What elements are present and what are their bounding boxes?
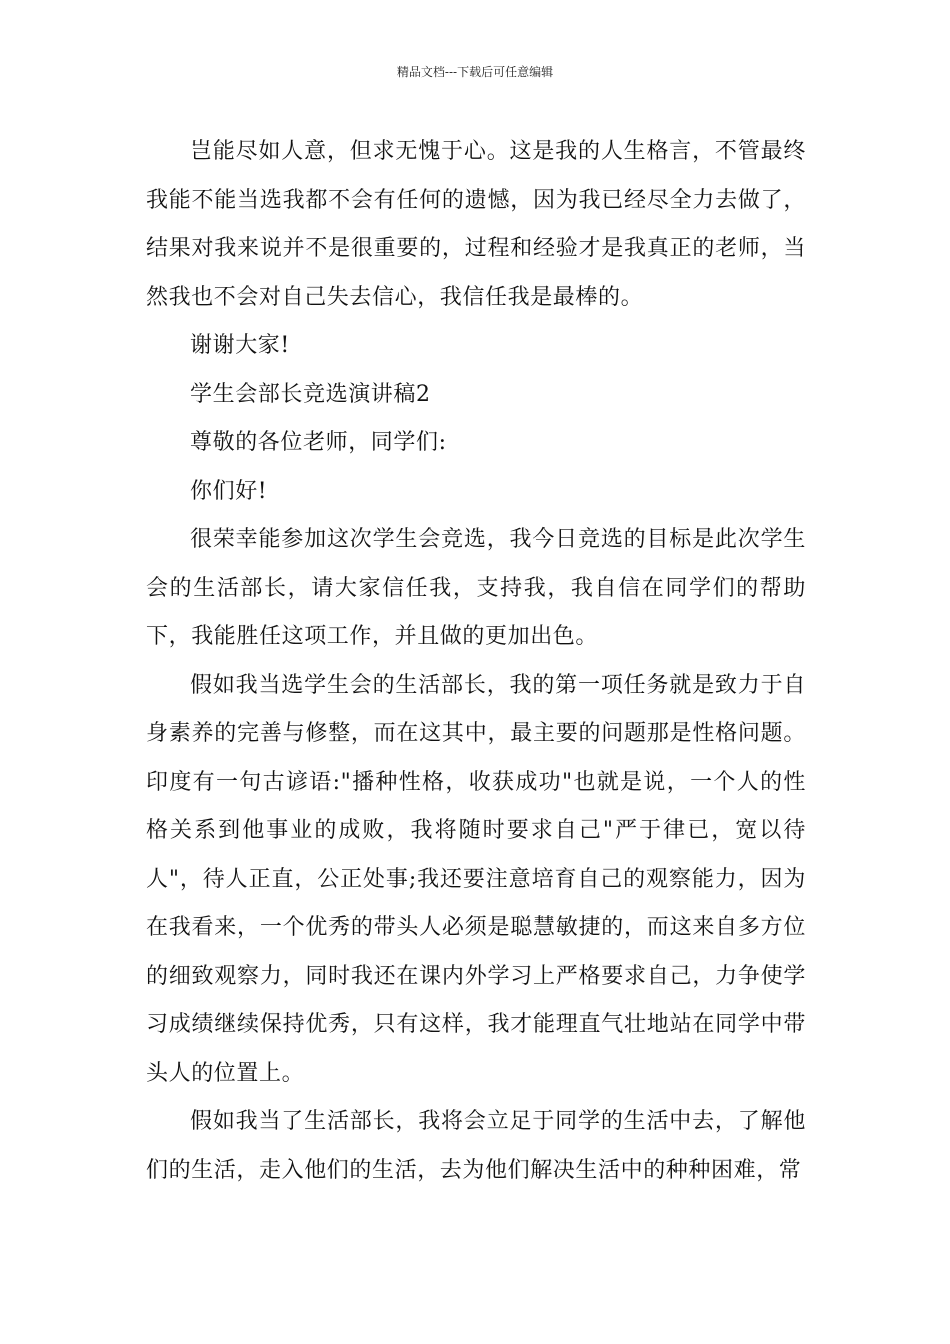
section-title: 学生会部长竞选演讲稿2	[190, 381, 431, 407]
paragraph-thanks: 谢谢大家!	[190, 333, 290, 358]
paragraph-plan: 假如我当了生活部长，我将会立足于同学的生活中去，了解他们的生活，走入他们的生活，去为他们解决生活中的种种困难，常	[146, 1109, 806, 1183]
page-header: 精品文档---下载后可任意编辑	[396, 65, 554, 79]
paragraph-closing-motto: 岂能尽如人意，但求无愧于心。这是我的人生格言，不管最终我能不能当选我都不会有任何的遗憾，因为我已经尽全力去做了，结果对我来说并不是很重要的，过程和经验才是我真正的老师，当然我也不会对自己失去信心，我信任我是最棒的。	[146, 139, 806, 310]
paragraph-intro: 很荣幸能参加这次学生会竞选，我今日竞选的目标是此次学生会的生活部长，请大家信任我，支持我，我自信在同学们的帮助下，我能胜任这项工作，并且做的更加出色。	[146, 527, 806, 649]
paragraph-first-task: 假如我当选学生会的生活部长，我的第一项任务就是致力于自身素养的完善与修整，而在这其中，最主要的问题那是性格问题。印度有一句古谚语:"播种性格，收获成功"也就是说，一个人的性格关系到他事业的成败，我将随时要求自己"严于律已，宽以待人"，待人正直，公正处事;我还要注意培育自己的观察能力，因为在我看来，一个优秀的带头人必须是聪慧敏捷的，而这来自多方位的细致观察力，同时我还在课内外学习上严格要求自己，力争使学习成绩继续保持优秀，只有这样，我才能理直气壮地站在同学中带头人的位置上。	[146, 672, 806, 1086]
document-body	[146, 128, 806, 1195]
salutation: 尊敬的各位老师，同学们:	[190, 430, 447, 455]
greeting: 你们好!	[190, 478, 268, 504]
